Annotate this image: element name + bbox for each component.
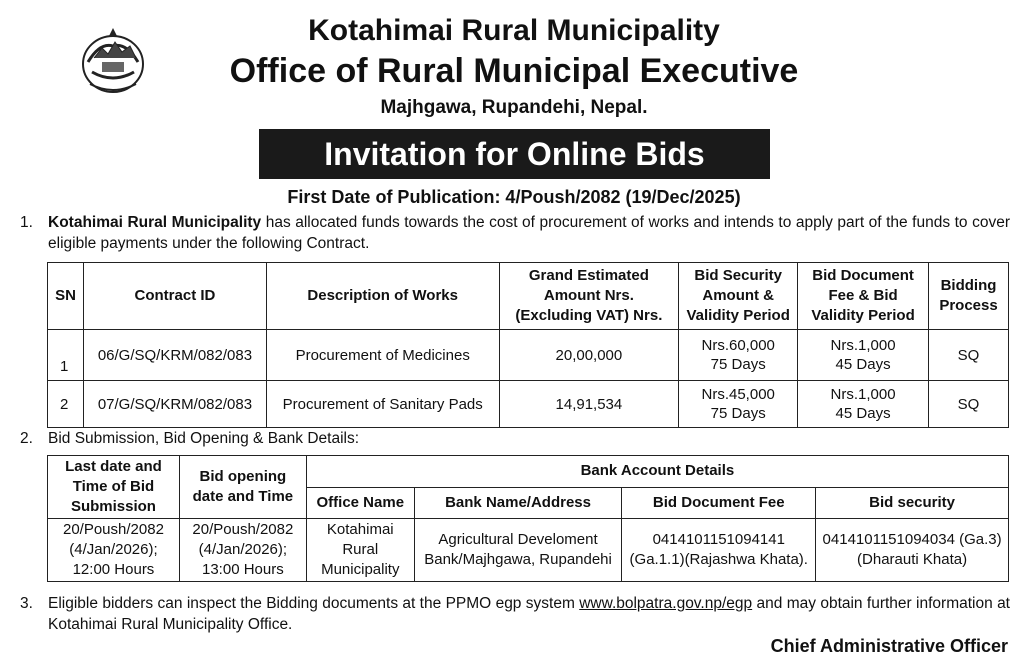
section-2-number: 2. (20, 430, 33, 447)
last-date-cell: 20/Poush/2082 (4/Jan/2026); 12:00 Hours (48, 519, 180, 582)
opening-cell: 20/Poush/2082 (4/Jan/2026); 13:00 Hours (179, 519, 306, 582)
security-days: 75 Days (710, 356, 766, 373)
security-days: 75 Days (710, 405, 766, 422)
section-1-number: 1. (20, 214, 33, 231)
section-1-text: has allocated funds towards the cost of procurement of works and intends to apply part of the funds to cover eligible payments under the following Contract. (48, 214, 1010, 252)
header-opening: Bid opening date and Time (179, 456, 306, 519)
section-2-text: Bid Submission, Bid Opening & Bank Details: (48, 430, 360, 447)
row-doc-fee (798, 381, 929, 428)
section-3 (20, 593, 1010, 635)
section-1-lead: Kotahimai Rural Municipality (48, 214, 262, 231)
header-doc-fee: Bid Document Fee & Bid Validity Period (798, 263, 929, 330)
notice-banner: Invitation for Online Bids (259, 129, 770, 179)
bank-name-cell: Agricultural Develoment Bank/Majhgawa, Rupandehi (414, 519, 622, 582)
header-office-name: Office Name (306, 487, 414, 519)
security-amount: Nrs.45,000 (701, 386, 775, 403)
table-row (48, 519, 1009, 582)
signature: Chief Administrative Officer (770, 636, 1008, 656)
publication-date: First Date of Publication: 4/Poush/2082 (19/Dec/2025) (287, 187, 741, 207)
bank-details-table (47, 455, 1009, 582)
header-sn: SN (48, 263, 84, 330)
office-name-cell: Kotahimai Rural Municipality (306, 519, 414, 582)
table-row (48, 381, 1009, 428)
section-3-text-before: Eligible bidders can inspect the Bidding documents at the PPMO egp system (48, 595, 580, 612)
header-bank-name: Bank Name/Address (414, 487, 622, 519)
row-process: SQ (929, 330, 1009, 381)
bank-header-row-1 (48, 456, 1009, 488)
header-last-date: Last date and Time of Bid Submission (48, 456, 180, 519)
section-1 (20, 212, 1010, 254)
fee-days: 45 Days (835, 405, 891, 422)
row-bid-security (679, 330, 798, 381)
row-description: Procurement of Sanitary Pads (266, 381, 499, 428)
bid-security-cell: 0414101151094034 (Ga.3) (Dharauti Khata) (816, 519, 1009, 582)
row-contract-id: 07/G/SQ/KRM/082/083 (83, 381, 266, 428)
row-contract-id: 06/G/SQ/KRM/082/083 (83, 330, 266, 381)
doc-fee-cell: 0414101151094141 (Ga.1.1)(Rajashwa Khata). (622, 519, 816, 582)
fee-amount: Nrs.1,000 (830, 337, 896, 354)
row-description: Procurement of Medicines (266, 330, 499, 381)
row-sn: 2 (48, 381, 84, 428)
header-contract-id: Contract ID (83, 263, 266, 330)
header-doc-fee: Bid Document Fee (622, 487, 816, 519)
section-3-number: 3. (20, 595, 33, 612)
row-amount: 14,91,534 (499, 381, 679, 428)
egp-link[interactable]: www.bolpatra.gov.np/egp (579, 595, 753, 612)
municipality-name: Kotahimai Rural Municipality (308, 14, 720, 47)
table-row (48, 330, 1009, 381)
address: Majhgawa, Rupandehi, Nepal. (380, 97, 648, 118)
header-bid-security: Bid security (816, 487, 1009, 519)
contracts-header-row (48, 263, 1009, 330)
header-process: Bidding Process (929, 263, 1009, 330)
security-amount: Nrs.60,000 (701, 337, 775, 354)
row-process: SQ (929, 381, 1009, 428)
row-sn: 1 (48, 330, 84, 381)
header-description: Description of Works (266, 263, 499, 330)
row-doc-fee (798, 330, 929, 381)
office-name: Office of Rural Municipal Executive (229, 52, 799, 90)
header-bank-group: Bank Account Details (306, 456, 1008, 488)
fee-amount: Nrs.1,000 (830, 386, 896, 403)
header-bid-security: Bid Security Amount & Validity Period (679, 263, 798, 330)
section-3-text-after: and may obtain further information at Kotahimai Rural Municipality Office. (48, 595, 1010, 633)
section-2 (20, 428, 1010, 449)
header-amount: Grand Estimated Amount Nrs. (Excluding VAT) Nrs. (499, 263, 679, 330)
fee-days: 45 Days (835, 356, 891, 373)
row-bid-security (679, 381, 798, 428)
row-amount: 20,00,000 (499, 330, 679, 381)
contracts-table (47, 262, 1009, 428)
